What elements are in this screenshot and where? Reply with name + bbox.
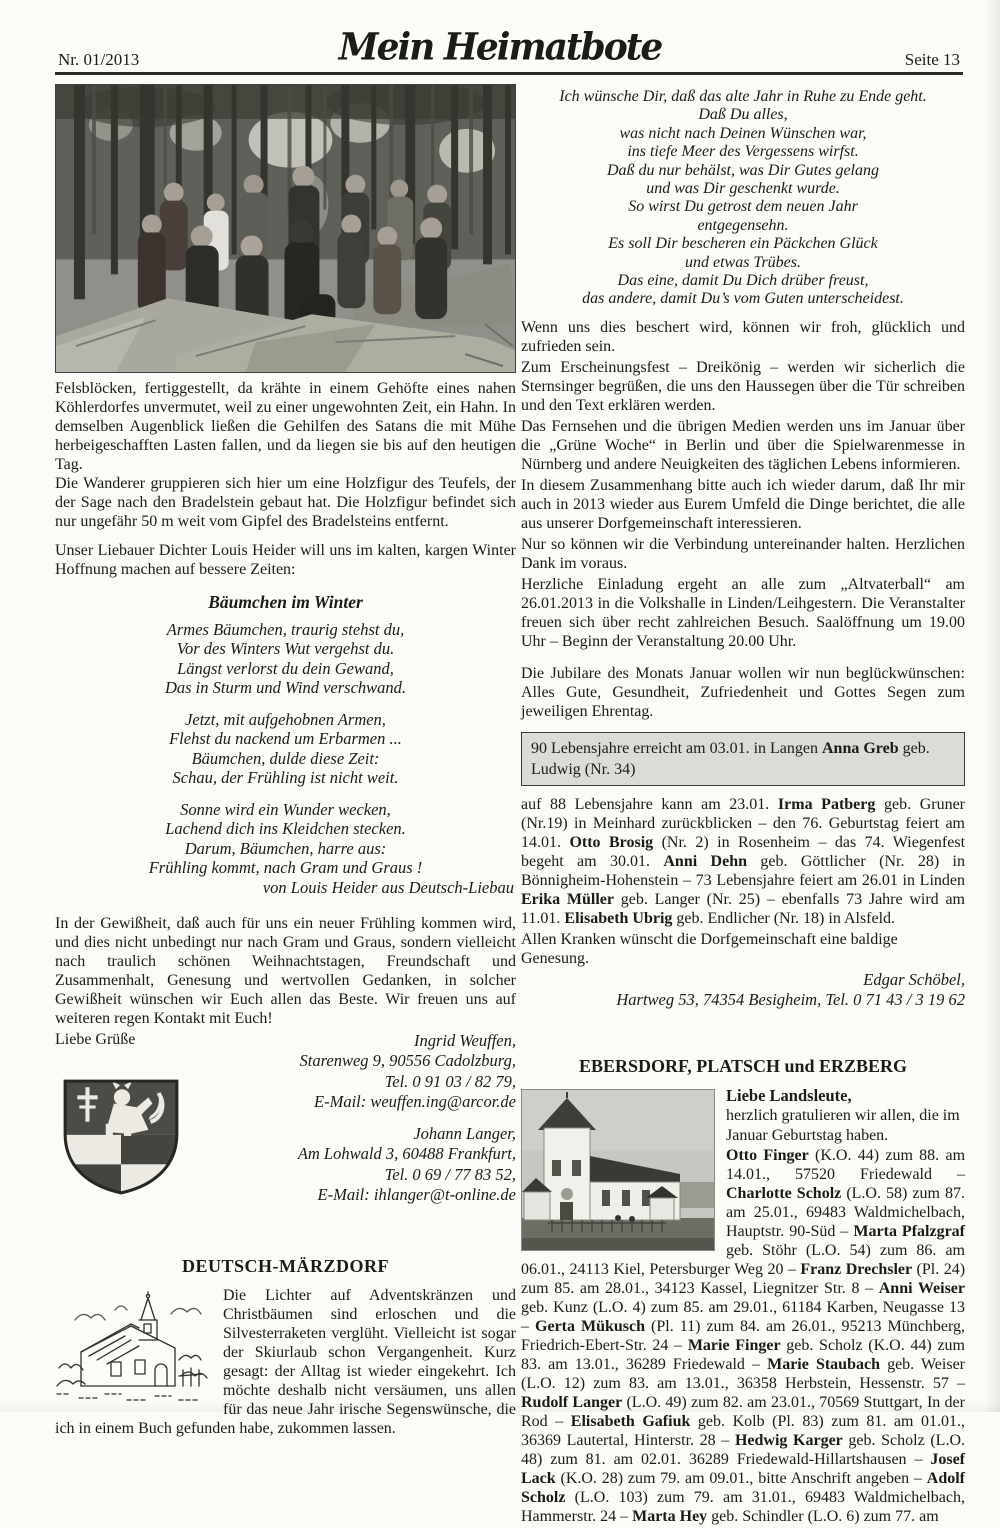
ebersdorf-greeting: Liebe Landsleute, (726, 1085, 852, 1105)
poem-title: Bäumchen im Winter (208, 592, 363, 612)
closing-salutation: Liebe Grüße (55, 1030, 136, 1048)
anniversary-highlight-box: 90 Lebensjahre erreicht am 03.01. in Langen Anna Greb geb. Ludwig (Nr. 34) (521, 732, 965, 786)
ebersdorf-intro: herzlich gratulieren wir allen, die im Januar Geburtstag haben. (726, 1106, 960, 1144)
contacts-block (55, 1031, 516, 1243)
poem-stanza-3: Sonne wird ein Wunder wecken, Lachend dich ins Kleidchen stecken. Darum, Bäumchen, harre aus: Frühling kommt, nach Gram und Graus ! (148, 799, 423, 877)
poem-attribution: von Louis Heider aus Deutsch-Liebau (262, 877, 514, 897)
group-photo-image (55, 84, 516, 373)
signature-edgar-schoebel: Edgar Schöbel, Hartweg 53, 74354 Besigheim, Tel. 0 71 43 / 3 19 62 (616, 969, 965, 1009)
right-column (521, 88, 965, 1528)
right-paragraph-1: Wenn uns dies beschert wird, können wir froh, glücklich und zufrieden sein. (521, 318, 965, 355)
issue-number: Nr. 01/2013 (58, 50, 140, 69)
new-year-wish-poem: Ich wünsche Dir, daß das alte Jahr in Ruhe zu Ende geht. Daß Du alles, was nicht nach Deinen Wünschen war, ins tiefe Meer des Vergessens wirfst. Daß du nur behälst, was Dir Gutes gelang und was Dir geschenkt wurde. So wirst Du getrost dem neuen Jahr entgegensehn. Es soll Dir bescheren ein Päckchen Glück und etwas Trübes. Das eine, damit Du Dich drüber freust, das andere, damit Du’s vom Guten unterscheidest. (559, 88, 927, 308)
right-paragraph-4: In diesem Zusammenhang bitte auch ich wieder darum, daß Ihr mir auch in 2013 wieder aus Eurem Umfeld die Dinge berichtet, die alle aus unserer Dorfgemeinschaft interessieren. (521, 476, 965, 532)
deutsch-maerzdorf-section (55, 1286, 516, 1438)
poem-stanza-2: Jetzt, mit aufgehobnen Armen, Flehst du nackend um Erbarmen ... Bäumchen, dulde diese Zeit: Schau, der Frühling ist nicht weit. (169, 709, 402, 787)
right-paragraph-3: Das Fernsehen und die übrigen Medien werden uns im Januar über die „Grüne Woche“ in Berlin und über die Spielwarenmesse in Nürnberg und andere Neuigkeiten des täglichen Lebens informieren. (521, 417, 965, 473)
coat-of-arms-image (57, 1075, 185, 1197)
right-paragraph-2: Zum Erscheinungsfest – Dreikönig – werden wir sicherlich die Sternsinger begrüßen, die uns den Haussegen über die Tür schreiben und den Text erklären werden. (521, 358, 965, 414)
closing-paragraph: In der Gewißheit, daß auch für uns ein neuer Frühling kommen wird, und dies nicht unbedingt nur nach Gram und Graus, sondern vielleicht nach traulich schönen Weihnachtstagen, Freundschaft und Zusammenhalt, Genesung und wertvollen Gedanken, in solcher Gewißheit wünschen wir Euch allen das Beste. Wir freuen uns auf weiteren regen Kontakt mit Euch! (55, 914, 516, 1027)
church-sketch-image (55, 1290, 213, 1412)
page-number: Seite 13 (904, 50, 960, 69)
white-church-photo (522, 1090, 714, 1250)
header-rule (55, 72, 963, 75)
winter-poem (55, 593, 516, 878)
story-paragraph-1: Felsblöcken, fertiggestellt, da krähte in einem Gehöfte eines nahen Köhlerdorfes unvermutet, weil zu einer ungewohnten Zeit, ein Hahn. In demselben Augenblick ließen die Gehilfen des Satans die mit Mühe herbeigeschafften Lasten fallen, und da liegen sie bis auf den heutigen Tag. (55, 380, 516, 473)
poem-stanza-1: Armes Bäumchen, traurig stehst du, Vor des Winters Wut vergehst du. Längst verlorst du dein Gewand, Das in Sturm und Wind verschwand. (164, 619, 407, 697)
masthead-title: Mein Heimatbote (338, 24, 662, 70)
forest-group-photo (56, 85, 515, 372)
right-paragraph-5: Nur so können wir die Verbindung untereinander halten. Herzlichen Dank im voraus. (521, 535, 965, 572)
jubilare-intro: Die Jubilare des Monats Januar wollen wir nun beglückwünschen: Alles Gute, Gesundheit, Zufriedenheit und Gottes Segen zum jeweiligen Ehrentag. (521, 664, 965, 720)
birthday-list-linden: auf 88 Lebensjahre kann am 23.01. Irma Patberg geb. Gruner (Nr.19) in Meinhard zurückblicken – den 76. Geburtstag feiert am 14.01. Otto Brosig (Nr. 2) in Rosenheim – das 74. Wiegenfest begeht am 30.01. Anni Dehn geb. Göttlicher (Nr. 28) in Bönnigheim-Hohenstein – 73 Lebensjahre feiert am 26.01 in Linden Erika Müller geb. Langer (Nr. 25) – ebenfalls 73 Jahre wird am 11.01. Elisabeth Ubrig geb. Endlicher (Nr. 18) in Alsfeld. (521, 795, 966, 927)
section-heading-ebersdorf: EBERSDORF, PLATSCH und ERZBERG (578, 1055, 908, 1076)
birthday-list-ebersdorf: Otto Finger (K.O. 44) zum 88. am 14.01., 57520 Friedewald – Charlotte Scholz (L.O. 58) zum 87. am 25.01., 69483 Waldmichelbach, Hauptstr. 90-Süd – Marta Pfalzgraf geb. Stöhr (L.O. 54) zum 86. am 06.01., 24113 Kiel, Petersburger Weg 20 – Franz Drechsler (Pl. 24) zum 85. am 28.01., 34123 Kassel, Liegnitzer Str. 8 – Anni Weiser geb. Kunz (L.O. 4) zum 85. am 29.01., 61184 Karben, Neugasse 13 – Gerta Mükusch (Pl. 11) zum 84. am 26.01., 95213 Münchberg, Friedrich-Ebert-Str. 24 – Marie Finger geb. Scholz (K.O. 44) zum 83. am 13.01., 36289 Friedewald – Marie Staubach geb. Weiser (L.O. 12) zum 83. am 13.01., 36358 Herbstein, Hessenstr. 57 – Rudolf Langer (L.O. 49) zum 82. am 23.01., 70569 Stuttgart, In der Rod – Elisabeth Gafiuk geb. Kolb (Pl. 83) zum 81. am 01.01., 36369 Lautertal, Hinterstr. 28 – Hedwig Karger geb. Scholz (L.O. 48) zum 81. am 02.01. 36289 Friedewald-Hillartshausen – Josef Lack (K.O. 28) zum 79. am 09.01., bitte Anschrift angeben – Adolf Scholz (L.O. 103) zum 79. am 31.01., 69483 Waldmichelbach, Hammerstr. 24 – Marta Hey geb. Schindler (L.O. 6) zum 77. am (521, 1146, 966, 1525)
village-church-drawing (55, 1290, 213, 1412)
altvaterball-invitation: Herzliche Einladung ergeht an alle zum „Altvaterball“ am 26.01.2013 in die Volkshalle in Linden/Leihgestern. Die Veranstalter freuen sich über recht zahlreichen Besuch. Saalöffnung um 19.00 Uhr – Beginn der Veranstaltung 20.00 Uhr. (521, 575, 965, 650)
story-paragraph-3: Unser Liebauer Dichter Louis Heider will uns im kalten, kargen Winter Hoffnung machen auf bessere Zeiten: (55, 542, 516, 578)
section-heading-deutsch-maerzdorf: DEUTSCH-MÄRZDORF (181, 1255, 389, 1276)
contact-johann-langer: Johann Langer, Am Lohwald 3, 60488 Frankfurt, Tel. 0 69 / 77 83 52, E-Mail: ihlanger@t-online.de (297, 1123, 516, 1204)
liebau-crest (57, 1075, 185, 1199)
church-photo-image (521, 1089, 715, 1251)
contact-ingrid-weuffen: Ingrid Weuffen, Starenweg 9, 90556 Cadolzburg, Tel. 0 91 03 / 82 79, E-Mail: weuffen.ing@arcor.de (299, 1030, 516, 1111)
ebersdorf-section (521, 1086, 965, 1528)
story-paragraph-2: Die Wanderer gruppieren sich hier um eine Holzfigur des Teufels, der der Sage nach den Bradelstein gebaut hat. Die Holzfigur befindet sich nur ungefähr 50 m weit vom Gipfel des Bradelsteins entfernt. (55, 475, 516, 530)
left-column (55, 84, 516, 1438)
deutsch-maerzdorf-text: Die Lichter auf Adventskränzen und Christbäumen sind erloschen und die Silvesterraketen verglüht. Vielleicht ist sogar der Skiurlaub schon Vergangenheit. Kurz gesagt: der Alltag ist wieder eingekehrt. Ich möchte deshalb nicht versäumen, uns allen für das neue Jahr irische Segenswünsche, die ich in einem Buch gefunden habe, zukommen lassen. (55, 1286, 516, 1437)
genesung-wish: Allen Kranken wünscht die Dorfgemeinschaft eine baldige Genesung. (521, 930, 898, 967)
